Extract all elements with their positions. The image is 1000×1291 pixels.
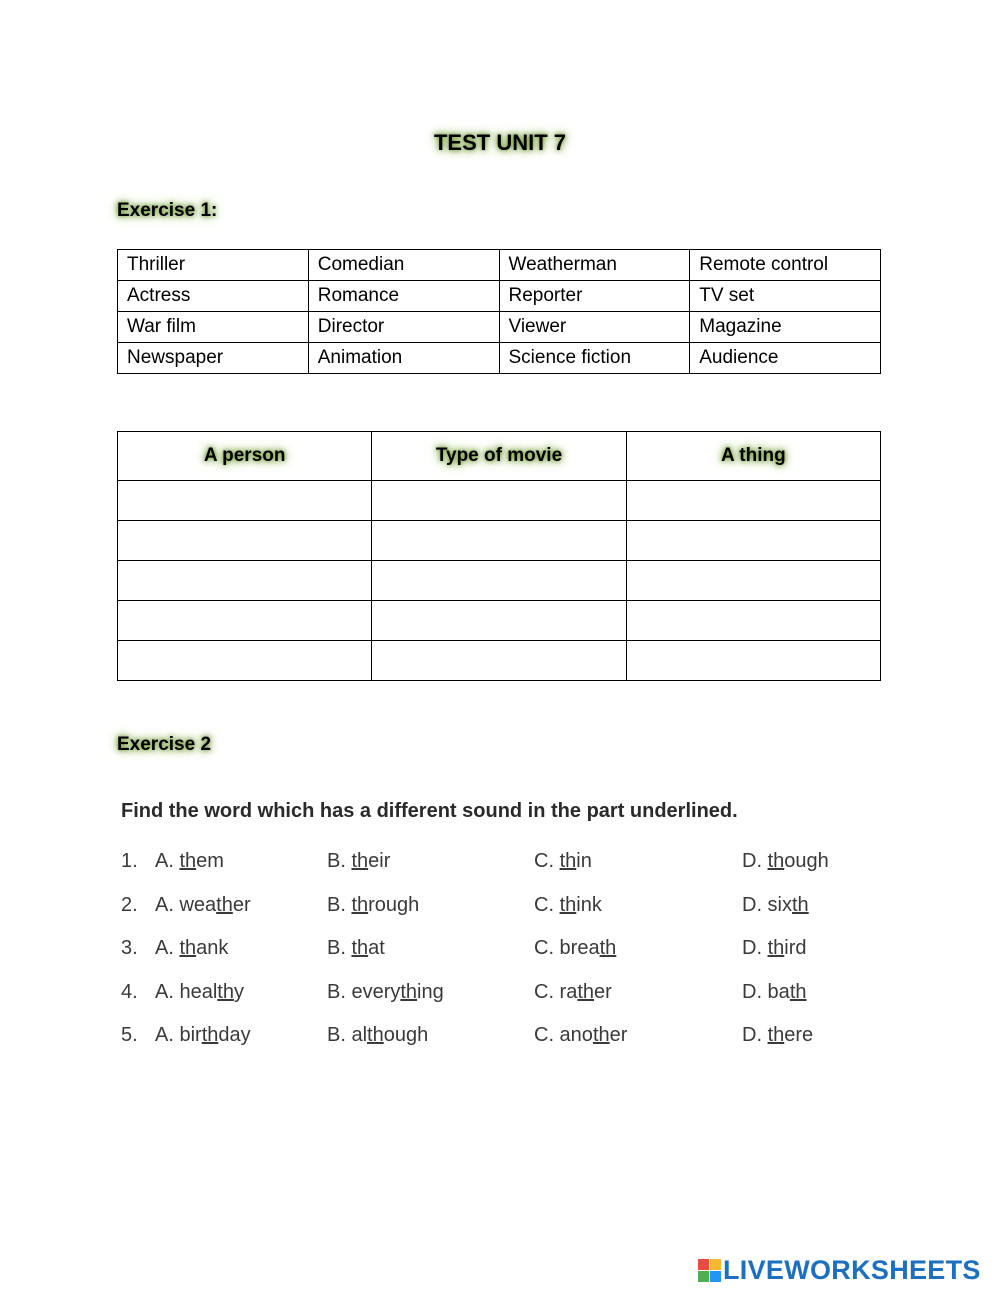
question-number: 1. <box>121 850 138 872</box>
word-cell: Thriller <box>118 250 309 281</box>
option-suffix: y <box>233 981 244 1003</box>
question-number: 5. <box>121 1024 138 1046</box>
option-a[interactable] <box>155 1024 251 1047</box>
question-number: 2. <box>121 894 138 916</box>
option-c[interactable] <box>534 981 612 1004</box>
word-cell: Actress <box>118 281 309 312</box>
logo-square-e <box>710 1271 721 1282</box>
underlined-part: th <box>577 981 595 1003</box>
word-cell: Comedian <box>308 250 499 281</box>
option-suffix: eir <box>368 850 391 872</box>
exercise-2-heading: Exercise 2 <box>117 734 212 755</box>
underlined-part: th <box>599 937 617 959</box>
option-prefix: D. <box>742 1024 768 1046</box>
word-cell: Animation <box>308 343 499 374</box>
option-prefix: C. <box>534 850 560 872</box>
option-prefix: A. heal <box>155 981 218 1003</box>
word-bank-table <box>117 249 881 374</box>
option-suffix: at <box>368 937 385 959</box>
underlined-part: th <box>767 937 785 959</box>
option-prefix: D. six <box>742 894 792 916</box>
option-prefix: D. <box>742 937 768 959</box>
option-c[interactable] <box>534 894 602 917</box>
option-suffix: ough <box>784 850 829 872</box>
option-suffix: ere <box>784 1024 814 1046</box>
option-prefix: C. <box>534 894 560 916</box>
option-d[interactable] <box>742 1024 813 1047</box>
logo-icon <box>698 1259 721 1282</box>
table-row <box>118 312 881 343</box>
column-header-thing: A thing <box>626 432 880 481</box>
underlined-part: th <box>792 894 809 916</box>
underlined-part: th <box>559 850 577 872</box>
word-cell: Science fiction <box>499 343 690 374</box>
answer-cell[interactable] <box>626 561 880 601</box>
option-prefix: B. <box>327 937 352 959</box>
option-prefix: A. wea <box>155 894 217 916</box>
word-cell: Director <box>308 312 499 343</box>
option-suffix: er <box>232 894 251 916</box>
option-prefix: B. <box>327 894 352 916</box>
option-suffix: ough <box>383 1024 429 1046</box>
exercise-1-heading: Exercise 1: <box>117 200 218 221</box>
table-row <box>118 601 881 641</box>
option-prefix: C. ra <box>534 981 578 1003</box>
option-prefix: A. <box>155 850 180 872</box>
option-suffix: rough <box>368 894 420 916</box>
logo-square-l <box>698 1259 709 1270</box>
option-a[interactable] <box>155 981 244 1004</box>
option-a[interactable] <box>155 850 224 873</box>
underlined-part: th <box>216 894 233 916</box>
table-row <box>118 250 881 281</box>
option-d[interactable] <box>742 894 809 917</box>
table-row <box>118 481 881 521</box>
underlined-part: th <box>767 850 785 872</box>
word-cell: Viewer <box>499 312 690 343</box>
answer-cell[interactable] <box>626 521 880 561</box>
word-cell: Newspaper <box>118 343 309 374</box>
answer-cell[interactable] <box>626 481 880 521</box>
option-b[interactable] <box>327 894 419 917</box>
option-a[interactable] <box>155 894 251 917</box>
answer-cell[interactable] <box>118 641 372 681</box>
question-row <box>0 1024 1000 1054</box>
word-cell: Weatherman <box>499 250 690 281</box>
word-cell: Audience <box>690 343 881 374</box>
word-cell: Reporter <box>499 281 690 312</box>
answer-cell[interactable] <box>372 561 626 601</box>
answer-cell[interactable] <box>118 481 372 521</box>
option-suffix: day <box>218 1024 251 1046</box>
option-prefix: C. brea <box>534 937 600 959</box>
underlined-part: th <box>400 981 418 1003</box>
liveworksheets-logo[interactable] <box>698 1254 981 1286</box>
question-row <box>0 894 1000 924</box>
option-prefix: B. al <box>327 1024 368 1046</box>
option-c[interactable] <box>534 937 616 960</box>
table-row <box>118 281 881 312</box>
option-d[interactable] <box>742 937 806 960</box>
answer-cell[interactable] <box>118 601 372 641</box>
logo-text: LIVEWORKSHEETS <box>723 1254 981 1285</box>
answer-cell[interactable] <box>372 641 626 681</box>
option-b[interactable] <box>327 981 444 1004</box>
option-suffix: em <box>196 850 224 872</box>
option-prefix: B. every <box>327 981 401 1003</box>
word-cell: Magazine <box>690 312 881 343</box>
underlined-part: th <box>179 850 197 872</box>
option-prefix: A. <box>155 937 180 959</box>
option-suffix: in <box>576 850 592 872</box>
question-number: 4. <box>121 981 138 1003</box>
option-suffix: er <box>609 1024 628 1046</box>
option-prefix: B. <box>327 850 352 872</box>
option-suffix: ird <box>784 937 807 959</box>
underlined-part: th <box>351 850 369 872</box>
word-cell: War film <box>118 312 309 343</box>
option-prefix: C. ano <box>534 1024 593 1046</box>
underlined-part: th <box>559 894 577 916</box>
option-d[interactable] <box>742 850 829 873</box>
option-suffix: er <box>594 981 612 1003</box>
underlined-part: th <box>767 1024 785 1046</box>
table-row <box>118 343 881 374</box>
underlined-part: th <box>179 937 197 959</box>
underlined-part: th <box>592 1024 610 1046</box>
underlined-part: th <box>201 1024 219 1046</box>
option-c[interactable] <box>534 850 592 873</box>
word-cell: TV set <box>690 281 881 312</box>
column-header-movie-type: Type of movie <box>372 432 626 481</box>
answer-cell[interactable] <box>372 521 626 561</box>
option-prefix: D. <box>742 850 768 872</box>
underlined-part: th <box>789 981 807 1003</box>
table-row <box>118 521 881 561</box>
table-header-row <box>118 432 881 481</box>
answer-cell[interactable] <box>372 601 626 641</box>
answer-cell[interactable] <box>372 481 626 521</box>
option-suffix: ink <box>576 894 602 916</box>
answer-cell[interactable] <box>118 521 372 561</box>
option-b[interactable] <box>327 937 385 960</box>
classification-table <box>117 431 881 681</box>
table-row <box>118 561 881 601</box>
option-suffix: ing <box>417 981 444 1003</box>
question-number: 3. <box>121 937 138 959</box>
underlined-part: th <box>367 1024 384 1046</box>
word-cell: Romance <box>308 281 499 312</box>
underlined-part: th <box>351 894 369 916</box>
option-a[interactable] <box>155 937 228 960</box>
answer-cell[interactable] <box>626 601 880 641</box>
logo-square-v <box>698 1271 709 1282</box>
question-row <box>0 937 1000 967</box>
exercise-2-instruction: Find the word which has a different sound in the part underlined. <box>121 800 738 822</box>
question-row <box>0 981 1000 1011</box>
underlined-part: th <box>351 937 369 959</box>
option-c[interactable] <box>534 1024 627 1047</box>
underlined-part: th <box>217 981 234 1003</box>
column-header-person: A person <box>118 432 372 481</box>
page-title: TEST UNIT 7 <box>433 130 566 155</box>
option-d[interactable] <box>742 981 807 1004</box>
option-prefix: A. bir <box>155 1024 202 1046</box>
option-b[interactable] <box>327 1024 428 1047</box>
table-row <box>118 641 881 681</box>
word-cell: Remote control <box>690 250 881 281</box>
answer-cell[interactable] <box>118 561 372 601</box>
option-prefix: D. ba <box>742 981 790 1003</box>
logo-square-i <box>710 1259 721 1270</box>
option-b[interactable] <box>327 850 390 873</box>
answer-cell[interactable] <box>626 641 880 681</box>
question-row <box>0 850 1000 880</box>
option-suffix: ank <box>196 937 229 959</box>
